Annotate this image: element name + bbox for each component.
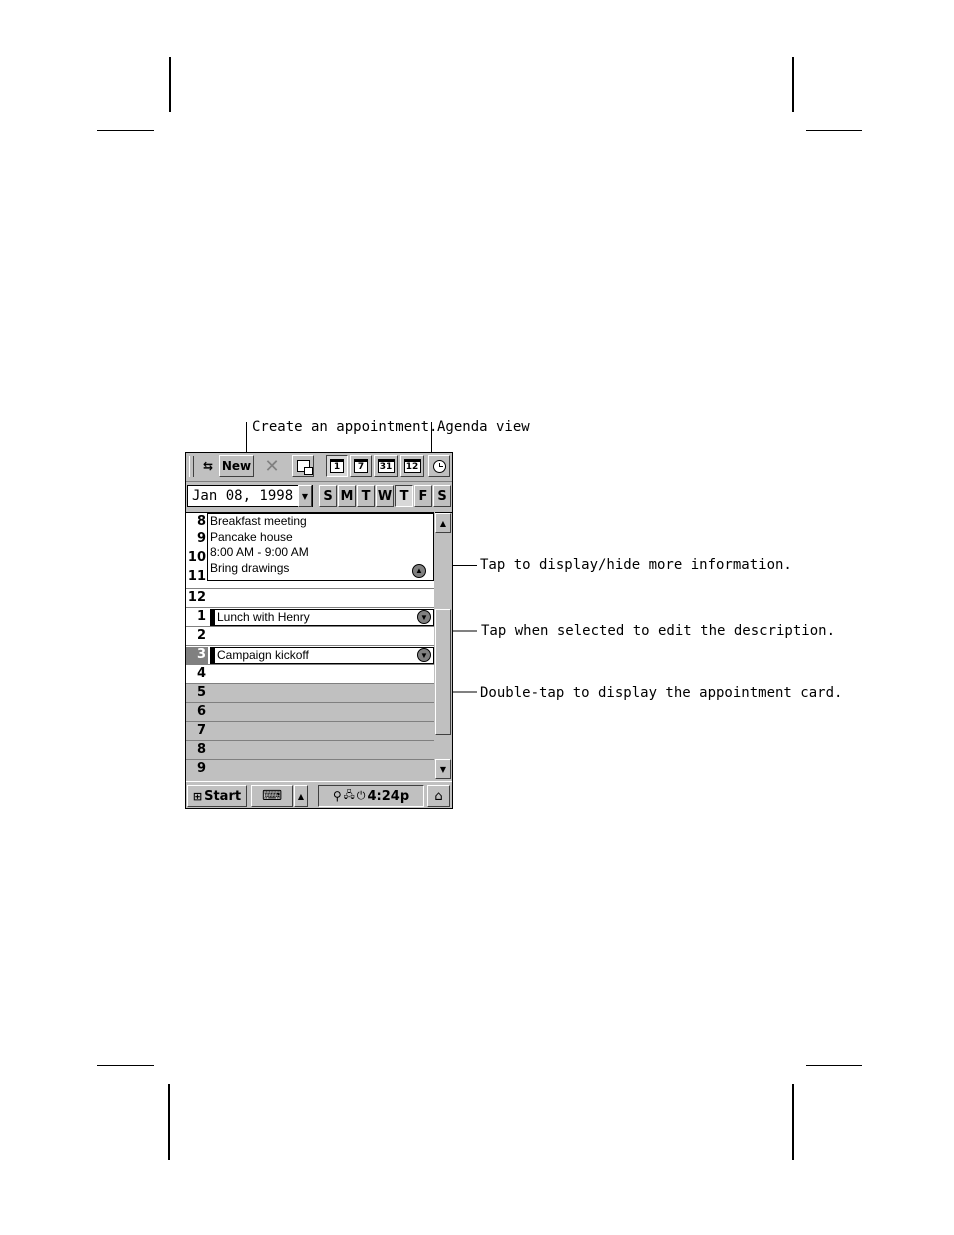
hour-label: 12 [187, 590, 206, 605]
power-plug-icon[interactable]: ⏻ [356, 789, 366, 802]
hour-label: 1 [196, 609, 206, 624]
appointment-note: Bring drawings [210, 560, 290, 575]
keyboard-icon[interactable]: ⌨ [251, 785, 293, 807]
hour-label: 11 [187, 569, 206, 584]
hour-label: 8 [196, 514, 206, 529]
appointment-marker [210, 609, 215, 626]
appointment-location: Pancake house [210, 529, 293, 544]
agenda-view-icon[interactable] [428, 455, 450, 477]
hour-label: 7 [196, 723, 206, 738]
callout-tap-display: Tap to display/hide more information. [480, 557, 792, 573]
input-menu-arrow-icon[interactable]: ▲ [294, 785, 308, 807]
start-button[interactable] [187, 785, 247, 807]
calendar-app-screen [185, 452, 453, 809]
taskbar [186, 781, 452, 809]
clock[interactable]: 4:24p [367, 788, 410, 804]
day-button-sun[interactable]: S [319, 485, 337, 507]
day-button-thu-selected[interactable]: T [395, 485, 413, 507]
appointment-title: Breakfast meeting [210, 514, 307, 528]
row-divider [186, 588, 434, 589]
new-button-label: New [221, 459, 252, 473]
row-divider [186, 759, 434, 760]
scroll-down-icon[interactable]: ▼ [435, 759, 451, 779]
callout-double-tap: Double-tap to display the appointment card. [480, 685, 843, 701]
row-divider [186, 645, 434, 646]
appointment-title: Lunch with Henry [217, 610, 310, 624]
scrollbar[interactable] [435, 512, 452, 781]
week-view-button[interactable] [350, 455, 372, 477]
connection-icon[interactable]: ⚲ [332, 789, 342, 803]
row-divider [186, 626, 434, 627]
chevron-down-icon[interactable]: ▼ [298, 485, 312, 507]
network-icon[interactable]: 🖧 [343, 789, 355, 801]
row-divider [186, 664, 434, 665]
date-picker[interactable] [187, 485, 313, 507]
week-view-label: 7 [354, 459, 368, 473]
row-divider [186, 702, 434, 703]
hour-label: 5 [196, 685, 206, 700]
appointment-title: Campaign kickoff [217, 648, 309, 662]
toolbar [186, 453, 452, 482]
hour-label: 4 [196, 666, 206, 681]
row-divider [186, 721, 434, 722]
appointment-item[interactable] [210, 609, 434, 626]
day-view-button[interactable] [326, 455, 348, 477]
row-divider [186, 607, 434, 608]
day-button-wed[interactable]: W [376, 485, 394, 507]
scroll-thumb[interactable] [435, 609, 451, 735]
date-row [186, 482, 452, 510]
row-divider [186, 740, 434, 741]
day-view-label: 1 [330, 459, 344, 473]
scroll-up-icon[interactable]: ▲ [435, 513, 451, 533]
delete-icon[interactable]: ✕ [264, 455, 280, 477]
non-working-hours [186, 684, 434, 781]
day-button-sat[interactable]: S [433, 485, 451, 507]
appointment-item[interactable] [210, 647, 434, 664]
toolbar-grip[interactable] [189, 456, 194, 477]
year-view-label: 12 [404, 459, 421, 473]
appointment-time: 8:00 AM - 9:00 AM [210, 545, 309, 559]
back-arrow-icon[interactable]: ⇆ [202, 459, 214, 473]
windows-flag-icon: ⊞ [192, 789, 203, 803]
expand-down-icon[interactable]: ▼ [417, 610, 431, 624]
new-button[interactable] [219, 455, 254, 477]
hour-label: 6 [196, 704, 206, 719]
expand-down-icon[interactable]: ▼ [417, 648, 431, 662]
hour-label: 9 [196, 761, 206, 776]
desktop-home-icon[interactable]: ⌂ [427, 785, 450, 807]
callout-create-appointment: Create an appointment. [252, 419, 438, 435]
day-button-fri[interactable]: F [414, 485, 432, 507]
year-view-button[interactable] [400, 455, 424, 477]
go-to-today-icon[interactable] [292, 455, 314, 477]
callout-agenda-view: Agenda view [437, 419, 530, 435]
hour-label: 2 [196, 628, 206, 643]
hour-label: 10 [187, 550, 206, 565]
hour-label: 9 [196, 531, 206, 546]
collapse-up-icon[interactable]: ▲ [412, 564, 426, 578]
day-button-tue[interactable]: T [357, 485, 375, 507]
status-tray [318, 785, 424, 807]
day-grid[interactable] [186, 512, 434, 781]
hour-label-selected: 3 [186, 647, 208, 664]
callout-tap-edit: Tap when selected to edit the description. [481, 623, 836, 639]
start-label: Start [204, 788, 242, 804]
hour-label: 8 [196, 742, 206, 757]
expanded-appointment[interactable] [207, 513, 434, 581]
month-view-label: 31 [378, 459, 395, 473]
appointment-marker [210, 647, 215, 664]
day-button-mon[interactable]: M [338, 485, 356, 507]
date-value: Jan 08, 1998 [192, 488, 294, 504]
month-view-button[interactable] [374, 455, 398, 477]
